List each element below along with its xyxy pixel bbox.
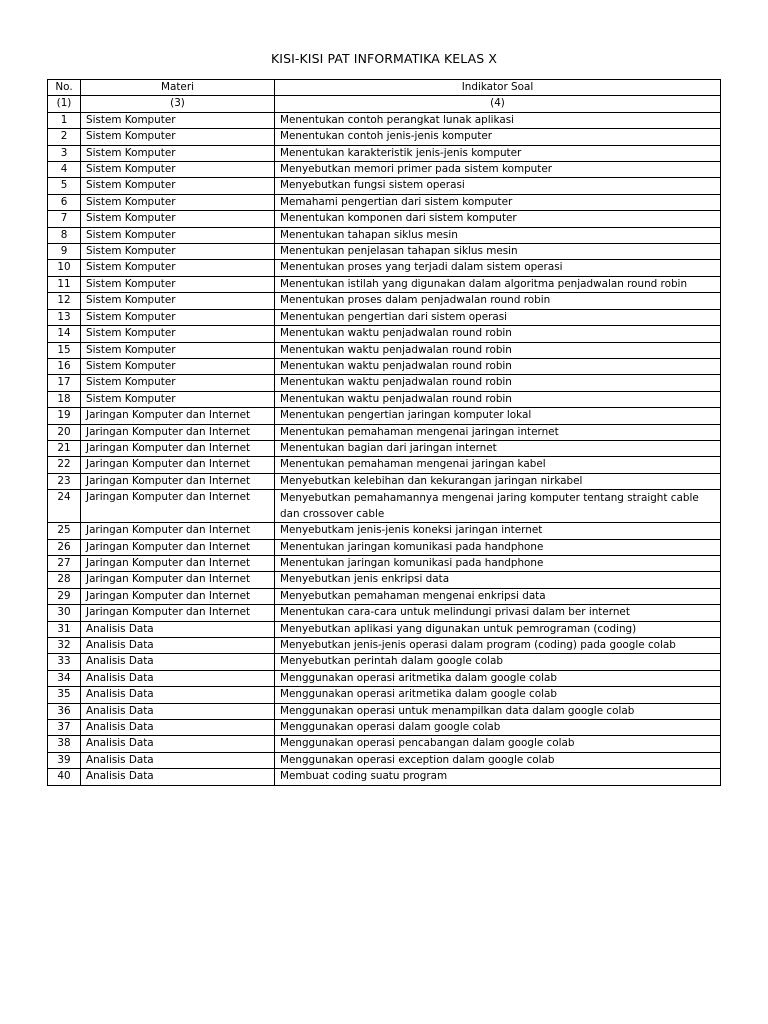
- subheader-indikator: (4): [275, 96, 721, 112]
- row-no: 33: [48, 654, 81, 670]
- row-no: 18: [48, 391, 81, 407]
- table-row: [48, 211, 721, 227]
- table-row: [48, 178, 721, 194]
- row-materi: Sistem Komputer: [81, 129, 275, 145]
- table-row: [48, 342, 721, 358]
- row-indikator: Menentukan contoh perangkat lunak aplikasi: [275, 112, 721, 128]
- row-indikator: Menentukan proses dalam penjadwalan round robin: [275, 293, 721, 309]
- row-indikator: Menggunakan operasi exception dalam google colab: [275, 752, 721, 768]
- row-materi: Sistem Komputer: [81, 112, 275, 128]
- row-no: 4: [48, 162, 81, 178]
- row-no: 19: [48, 408, 81, 424]
- table-row: [48, 358, 721, 374]
- table-body: [48, 80, 721, 786]
- table-row: [48, 145, 721, 161]
- table-row: [48, 605, 721, 621]
- row-indikator: Menentukan contoh jenis-jenis komputer: [275, 129, 721, 145]
- row-materi: Sistem Komputer: [81, 276, 275, 292]
- row-materi: Sistem Komputer: [81, 227, 275, 243]
- header-indikator: Indikator Soal: [275, 80, 721, 96]
- row-indikator: Menggunakan operasi untuk menampilkan data dalam google colab: [275, 703, 721, 719]
- row-materi: Analisis Data: [81, 621, 275, 637]
- table-row: [48, 490, 721, 523]
- subheader-no: (1): [48, 96, 81, 112]
- row-no: 15: [48, 342, 81, 358]
- row-indikator: Menggunakan operasi aritmetika dalam google colab: [275, 687, 721, 703]
- row-no: 8: [48, 227, 81, 243]
- row-no: 6: [48, 194, 81, 210]
- row-no: 16: [48, 358, 81, 374]
- table-row: [48, 687, 721, 703]
- row-indikator: Menentukan istilah yang digunakan dalam algoritma penjadwalan round robin: [275, 276, 721, 292]
- row-indikator: Menggunakan operasi dalam google colab: [275, 720, 721, 736]
- table-row: [48, 244, 721, 260]
- row-indikator: Memahami pengertian dari sistem komputer: [275, 194, 721, 210]
- row-no: 34: [48, 670, 81, 686]
- row-no: 3: [48, 145, 81, 161]
- row-indikator: Menyebutkan pemahaman mengenai enkripsi data: [275, 588, 721, 604]
- row-no: 9: [48, 244, 81, 260]
- row-materi: Sistem Komputer: [81, 194, 275, 210]
- row-indikator: Menyebutkan memori primer pada sistem komputer: [275, 162, 721, 178]
- row-indikator: Menentukan pemahaman mengenai jaringan kabel: [275, 457, 721, 473]
- row-indikator: Menentukan waktu penjadwalan round robin: [275, 391, 721, 407]
- table-row: [48, 539, 721, 555]
- table-row: [48, 408, 721, 424]
- row-indikator: Menggunakan operasi aritmetika dalam google colab: [275, 670, 721, 686]
- page-title: KISI-KISI PAT INFORMATIKA KELAS X: [270, 51, 498, 66]
- table-row: [48, 588, 721, 604]
- header-row: [48, 80, 721, 96]
- row-indikator: Menyebutkan kelebihan dan kekurangan jaringan nirkabel: [275, 473, 721, 489]
- row-materi: Jaringan Komputer dan Internet: [81, 539, 275, 555]
- subheader-materi: (3): [81, 96, 275, 112]
- row-no: 5: [48, 178, 81, 194]
- row-materi: Jaringan Komputer dan Internet: [81, 408, 275, 424]
- row-materi: Sistem Komputer: [81, 293, 275, 309]
- table-row: [48, 194, 721, 210]
- table-row: [48, 769, 721, 785]
- table-row: [48, 638, 721, 654]
- row-indikator: Menyebutkam jenis-jenis koneksi jaringan internet: [275, 523, 721, 539]
- row-no: 40: [48, 769, 81, 785]
- table-row: [48, 752, 721, 768]
- row-materi: Jaringan Komputer dan Internet: [81, 588, 275, 604]
- row-materi: Analisis Data: [81, 638, 275, 654]
- row-no: 39: [48, 752, 81, 768]
- row-indikator: Menyebutkan perintah dalam google colab: [275, 654, 721, 670]
- row-materi: Analisis Data: [81, 654, 275, 670]
- row-materi: Sistem Komputer: [81, 391, 275, 407]
- row-indikator: Menentukan cara-cara untuk melindungi privasi dalam ber internet: [275, 605, 721, 621]
- row-no: 13: [48, 309, 81, 325]
- row-materi: Sistem Komputer: [81, 211, 275, 227]
- row-no: 7: [48, 211, 81, 227]
- table-row: [48, 572, 721, 588]
- row-no: 14: [48, 326, 81, 342]
- row-no: 26: [48, 539, 81, 555]
- row-indikator: Menentukan waktu penjadwalan round robin: [275, 342, 721, 358]
- row-indikator: Menentukan pemahaman mengenai jaringan internet: [275, 424, 721, 440]
- table-row: [48, 309, 721, 325]
- row-no: 28: [48, 572, 81, 588]
- row-indikator: Menentukan waktu penjadwalan round robin: [275, 326, 721, 342]
- row-no: 29: [48, 588, 81, 604]
- table-row: [48, 424, 721, 440]
- row-no: 20: [48, 424, 81, 440]
- row-materi: Sistem Komputer: [81, 178, 275, 194]
- row-indikator: Menentukan waktu penjadwalan round robin: [275, 375, 721, 391]
- table-row: [48, 375, 721, 391]
- table-row: [48, 129, 721, 145]
- table-row: [48, 555, 721, 571]
- table-row: [48, 227, 721, 243]
- row-indikator: Menentukan jaringan komunikasi pada handphone: [275, 555, 721, 571]
- row-materi: Analisis Data: [81, 670, 275, 686]
- row-materi: Sistem Komputer: [81, 358, 275, 374]
- row-indikator: Menggunakan operasi pencabangan dalam google colab: [275, 736, 721, 752]
- row-materi: Jaringan Komputer dan Internet: [81, 523, 275, 539]
- row-materi: Analisis Data: [81, 720, 275, 736]
- row-no: 30: [48, 605, 81, 621]
- header-materi: Materi: [81, 80, 275, 96]
- row-materi: Jaringan Komputer dan Internet: [81, 555, 275, 571]
- table-row: [48, 720, 721, 736]
- row-materi: Jaringan Komputer dan Internet: [81, 457, 275, 473]
- row-no: 38: [48, 736, 81, 752]
- row-materi: Sistem Komputer: [81, 375, 275, 391]
- row-no: 23: [48, 473, 81, 489]
- table-row: [48, 670, 721, 686]
- row-materi: Jaringan Komputer dan Internet: [81, 605, 275, 621]
- row-materi: Sistem Komputer: [81, 244, 275, 260]
- table-row: [48, 473, 721, 489]
- table-row: [48, 391, 721, 407]
- row-no: 21: [48, 440, 81, 456]
- row-indikator: Menentukan penjelasan tahapan siklus mesin: [275, 244, 721, 260]
- row-no: 32: [48, 638, 81, 654]
- row-indikator: Menentukan waktu penjadwalan round robin: [275, 358, 721, 374]
- header-no: No.: [48, 80, 81, 96]
- row-materi: Jaringan Komputer dan Internet: [81, 572, 275, 588]
- row-no: 1: [48, 112, 81, 128]
- table-row: [48, 293, 721, 309]
- table-row: [48, 276, 721, 292]
- row-indikator: Menentukan jaringan komunikasi pada handphone: [275, 539, 721, 555]
- row-indikator: Menentukan komponen dari sistem komputer: [275, 211, 721, 227]
- row-no: 10: [48, 260, 81, 276]
- row-no: 35: [48, 687, 81, 703]
- row-materi: Sistem Komputer: [81, 326, 275, 342]
- row-indikator: Menentukan pengertian dari sistem operasi: [275, 309, 721, 325]
- table-row: [48, 112, 721, 128]
- row-materi: Analisis Data: [81, 703, 275, 719]
- row-no: 37: [48, 720, 81, 736]
- row-no: 12: [48, 293, 81, 309]
- row-indikator: Menyebutkan aplikasi yang digunakan untuk pemrograman (coding): [275, 621, 721, 637]
- row-materi: Jaringan Komputer dan Internet: [81, 440, 275, 456]
- row-materi: Sistem Komputer: [81, 162, 275, 178]
- row-materi: Sistem Komputer: [81, 342, 275, 358]
- row-indikator: Menyebutkan fungsi sistem operasi: [275, 178, 721, 194]
- grid-table: [47, 79, 721, 786]
- row-no: 17: [48, 375, 81, 391]
- row-materi: Sistem Komputer: [81, 260, 275, 276]
- table-row: [48, 260, 721, 276]
- row-indikator: Menyebutkan pemahamannya mengenai jaring komputer tentang straight cable dan crossover cable: [275, 490, 721, 523]
- row-no: 27: [48, 555, 81, 571]
- row-indikator: Menentukan proses yang terjadi dalam sistem operasi: [275, 260, 721, 276]
- table-row: [48, 654, 721, 670]
- row-no: 24: [48, 490, 81, 523]
- table-row: [48, 162, 721, 178]
- table-row: [48, 736, 721, 752]
- table-row: [48, 326, 721, 342]
- table-row: [48, 523, 721, 539]
- row-materi: Analisis Data: [81, 687, 275, 703]
- row-no: 25: [48, 523, 81, 539]
- row-materi: Analisis Data: [81, 769, 275, 785]
- row-indikator: Menentukan bagian dari jaringan internet: [275, 440, 721, 456]
- table-row: [48, 621, 721, 637]
- table-row: [48, 440, 721, 456]
- row-no: 11: [48, 276, 81, 292]
- table-row: [48, 703, 721, 719]
- row-no: 31: [48, 621, 81, 637]
- row-materi: Jaringan Komputer dan Internet: [81, 490, 275, 523]
- row-indikator: Membuat coding suatu program: [275, 769, 721, 785]
- row-indikator: Menyebutkan jenis-jenis operasi dalam program (coding) pada google colab: [275, 638, 721, 654]
- row-materi: Jaringan Komputer dan Internet: [81, 424, 275, 440]
- row-materi: Analisis Data: [81, 752, 275, 768]
- subheader-row: [48, 96, 721, 112]
- row-materi: Analisis Data: [81, 736, 275, 752]
- row-materi: Jaringan Komputer dan Internet: [81, 473, 275, 489]
- row-indikator: Menentukan karakteristik jenis-jenis komputer: [275, 145, 721, 161]
- row-indikator: Menentukan pengertian jaringan komputer lokal: [275, 408, 721, 424]
- row-no: 36: [48, 703, 81, 719]
- row-no: 2: [48, 129, 81, 145]
- row-indikator: Menentukan tahapan siklus mesin: [275, 227, 721, 243]
- row-materi: Sistem Komputer: [81, 309, 275, 325]
- row-materi: Sistem Komputer: [81, 145, 275, 161]
- row-indikator: Menyebutkan jenis enkripsi data: [275, 572, 721, 588]
- table-row: [48, 457, 721, 473]
- row-no: 22: [48, 457, 81, 473]
